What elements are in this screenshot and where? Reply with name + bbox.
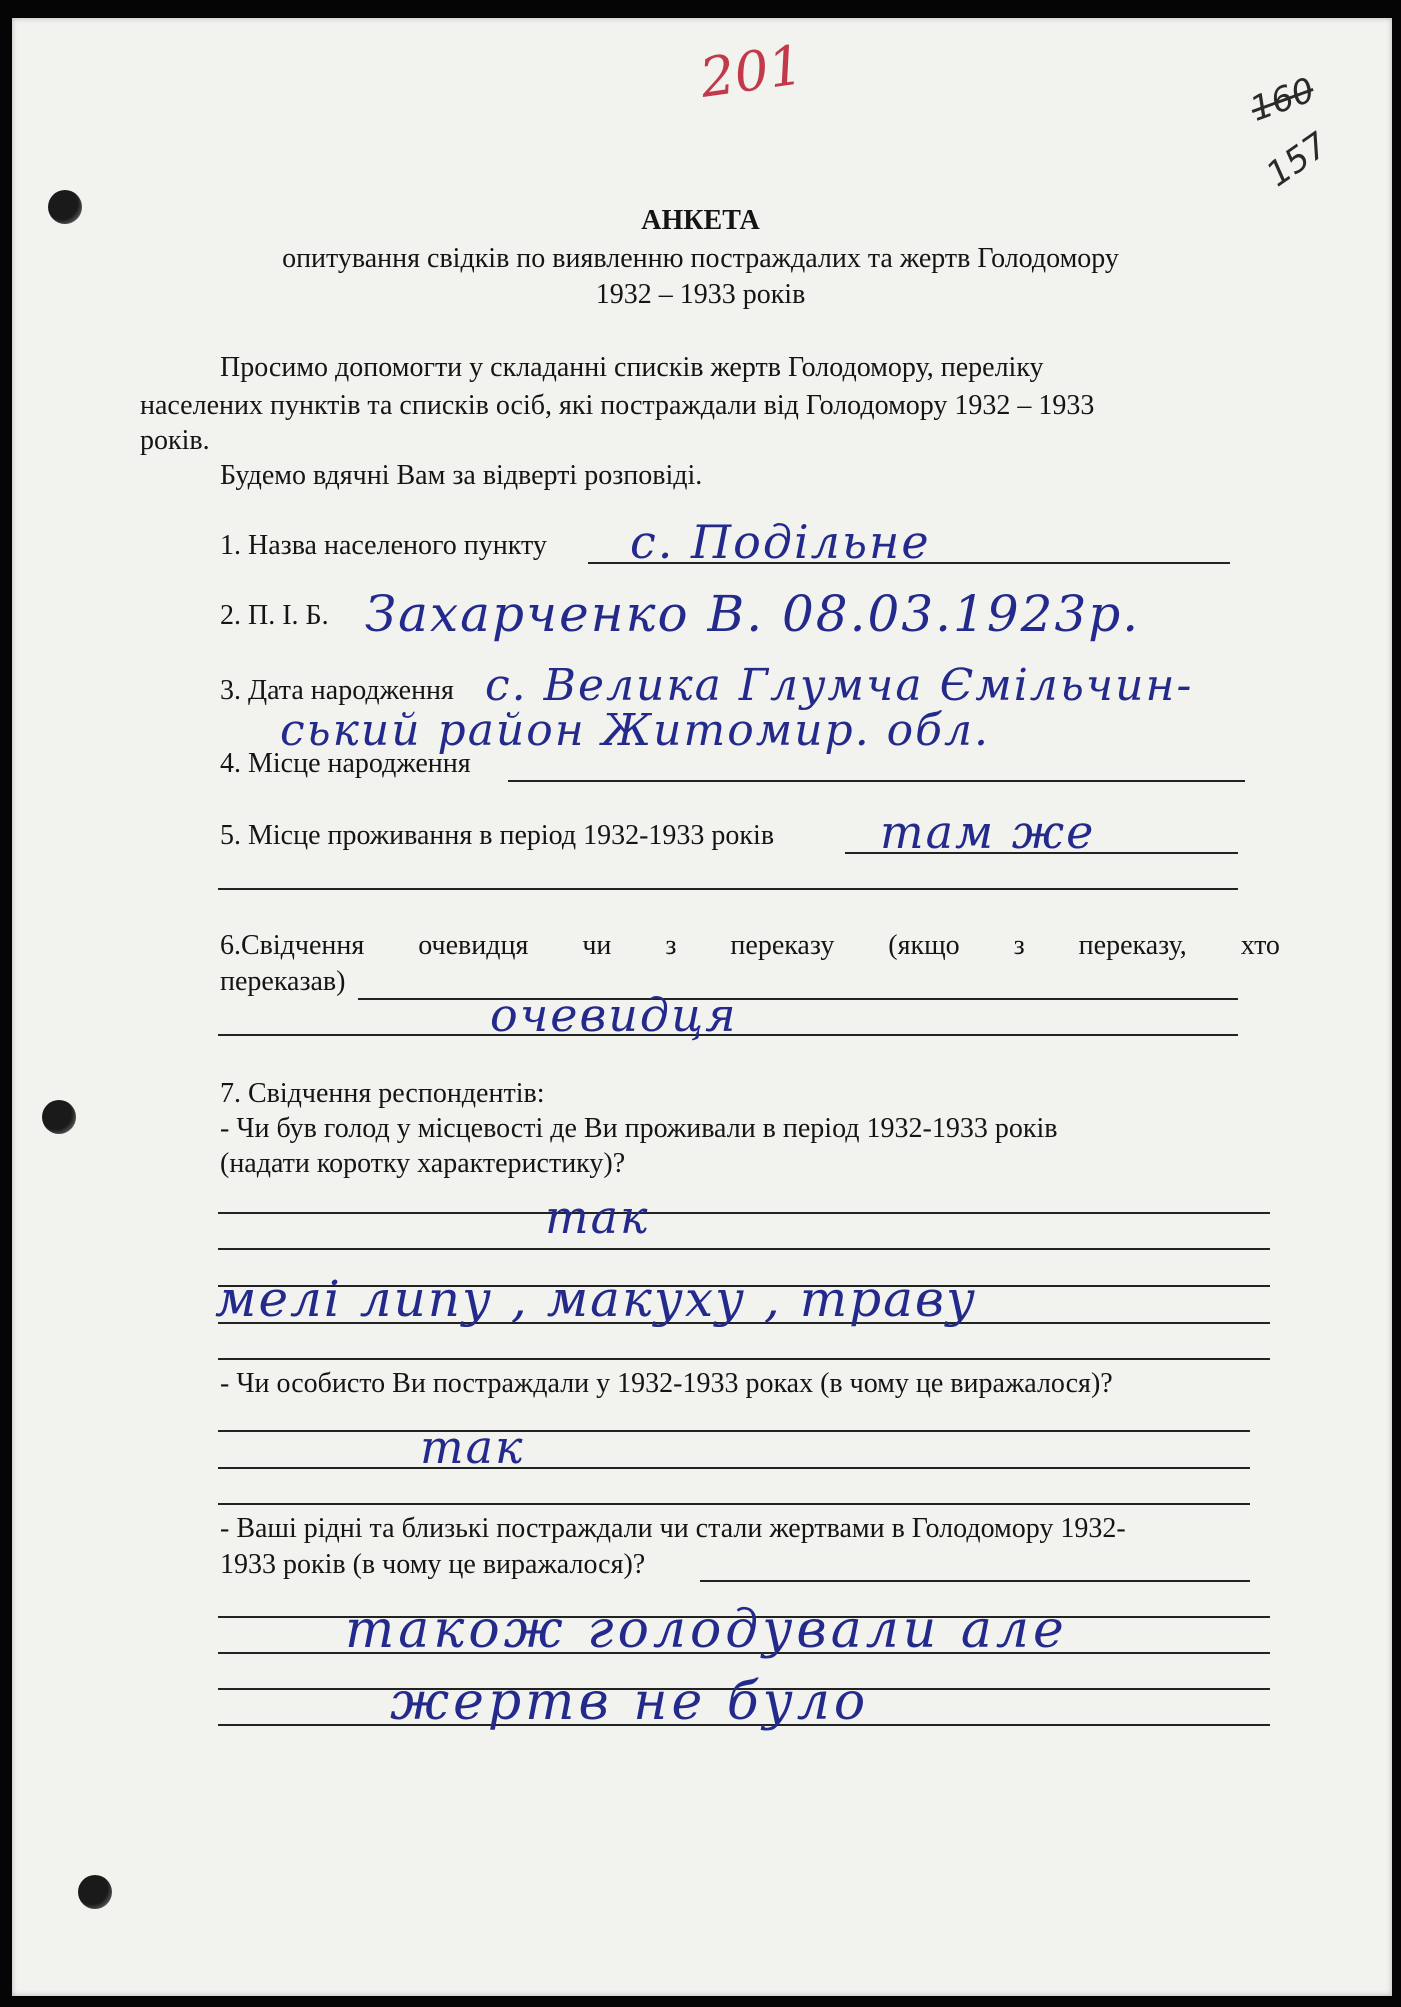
q7-label: 7. Свідчення респондентів: [220,1078,545,1109]
q6-label-line2: переказав) [220,966,346,997]
q6-word: переказу, [1078,930,1187,961]
q6-word: з [1013,930,1025,961]
q7a-answer-line-5 [218,1358,1270,1360]
q7c-handwritten-answer-2: жертв не було [390,1672,870,1732]
q6-word: 6.Свідчення [220,930,365,961]
intro-thanks: Будемо вдячні Вам за відверті розповіді. [220,460,703,491]
page-number-stamp: 201 [696,33,807,110]
q2-label: 2. П. І. Б. [220,600,329,631]
q7a-answer-line-1 [218,1212,1270,1214]
q7c-answer-line-0 [700,1580,1250,1582]
q6-word: переказу [730,930,835,961]
intro-line3: років. [140,425,210,456]
q7b-answer-line-3 [218,1503,1250,1505]
form-subtitle-line1: опитування свідків по виявленню постраждалих та жертв Голодомору [282,243,1119,274]
q7a-question-line2: (надати коротку характеристику)? [220,1148,626,1179]
q7b-handwritten-answer: так [420,1420,525,1474]
q6-word: (якщо [888,930,960,961]
q1-handwritten-answer: с. Подільне [630,515,931,569]
q6-word: чи [582,930,612,961]
q7a-handwritten-answer-1: так [545,1190,650,1244]
q5-answer-line-2 [218,888,1238,890]
q6-word: з [665,930,677,961]
punch-hole-middle [42,1100,76,1134]
corner-number: 157 [1259,125,1336,195]
q5-label: 5. Місце проживання в період 1932-1933 років [220,820,775,851]
intro-line2: населених пунктів та списків осіб, які постраждали від Голодомору 1932 – 1933 [140,390,1095,421]
q7b-answer-line-1 [218,1430,1250,1432]
q7c-question-line1: - Ваші рідні та близькі постраждали чи стали жертвами в Голодомору 1932- [220,1513,1126,1544]
q6-word: хто [1240,930,1280,961]
q7b-answer-line-2 [218,1467,1250,1469]
corner-struck-number: 160 [1245,70,1320,130]
q2-handwritten-answer: Захарченко В. 08.03.1923р. [365,585,1141,643]
q3-label: 3. Дата народження [220,675,454,706]
q7c-handwritten-answer-1: також голодували але [345,1600,1068,1660]
form-subtitle-line2: 1932 – 1933 років [595,279,806,310]
q7a-handwritten-answer-2: мелі липу , макуху , траву [215,1270,978,1328]
q4-answer-line [508,780,1245,782]
q7a-question-line1: - Чи був голод у місцевості де Ви проживали в період 1932-1933 років [220,1113,1058,1144]
intro-line1: Просимо допомогти у складанні списків жертв Голодомору, переліку [220,352,1044,383]
punch-hole-bottom [78,1875,112,1909]
q6-handwritten-answer: очевидця [490,988,738,1042]
q6-word: очевидця [418,930,529,961]
q5-handwritten-answer: там же [880,805,1096,859]
q4-label: 4. Місце народження [220,748,471,779]
q7c-question-line2: 1933 років (в чому це виражалося)? [220,1549,646,1580]
q3-handwritten-answer-line1: с. Велика Глумча Ємільчин- [485,660,1194,711]
q7b-question: - Чи особисто Ви постраждали у 1932-1933 роках (в чому це виражалося)? [220,1368,1113,1399]
q7a-answer-line-2 [218,1248,1270,1250]
q1-label: 1. Назва населеного пункту [220,530,547,561]
form-title: АНКЕТА [641,205,760,236]
q6-label-line1 [220,930,1280,962]
q3-handwritten-answer-line2: ський район Житомир. обл. [280,705,991,756]
